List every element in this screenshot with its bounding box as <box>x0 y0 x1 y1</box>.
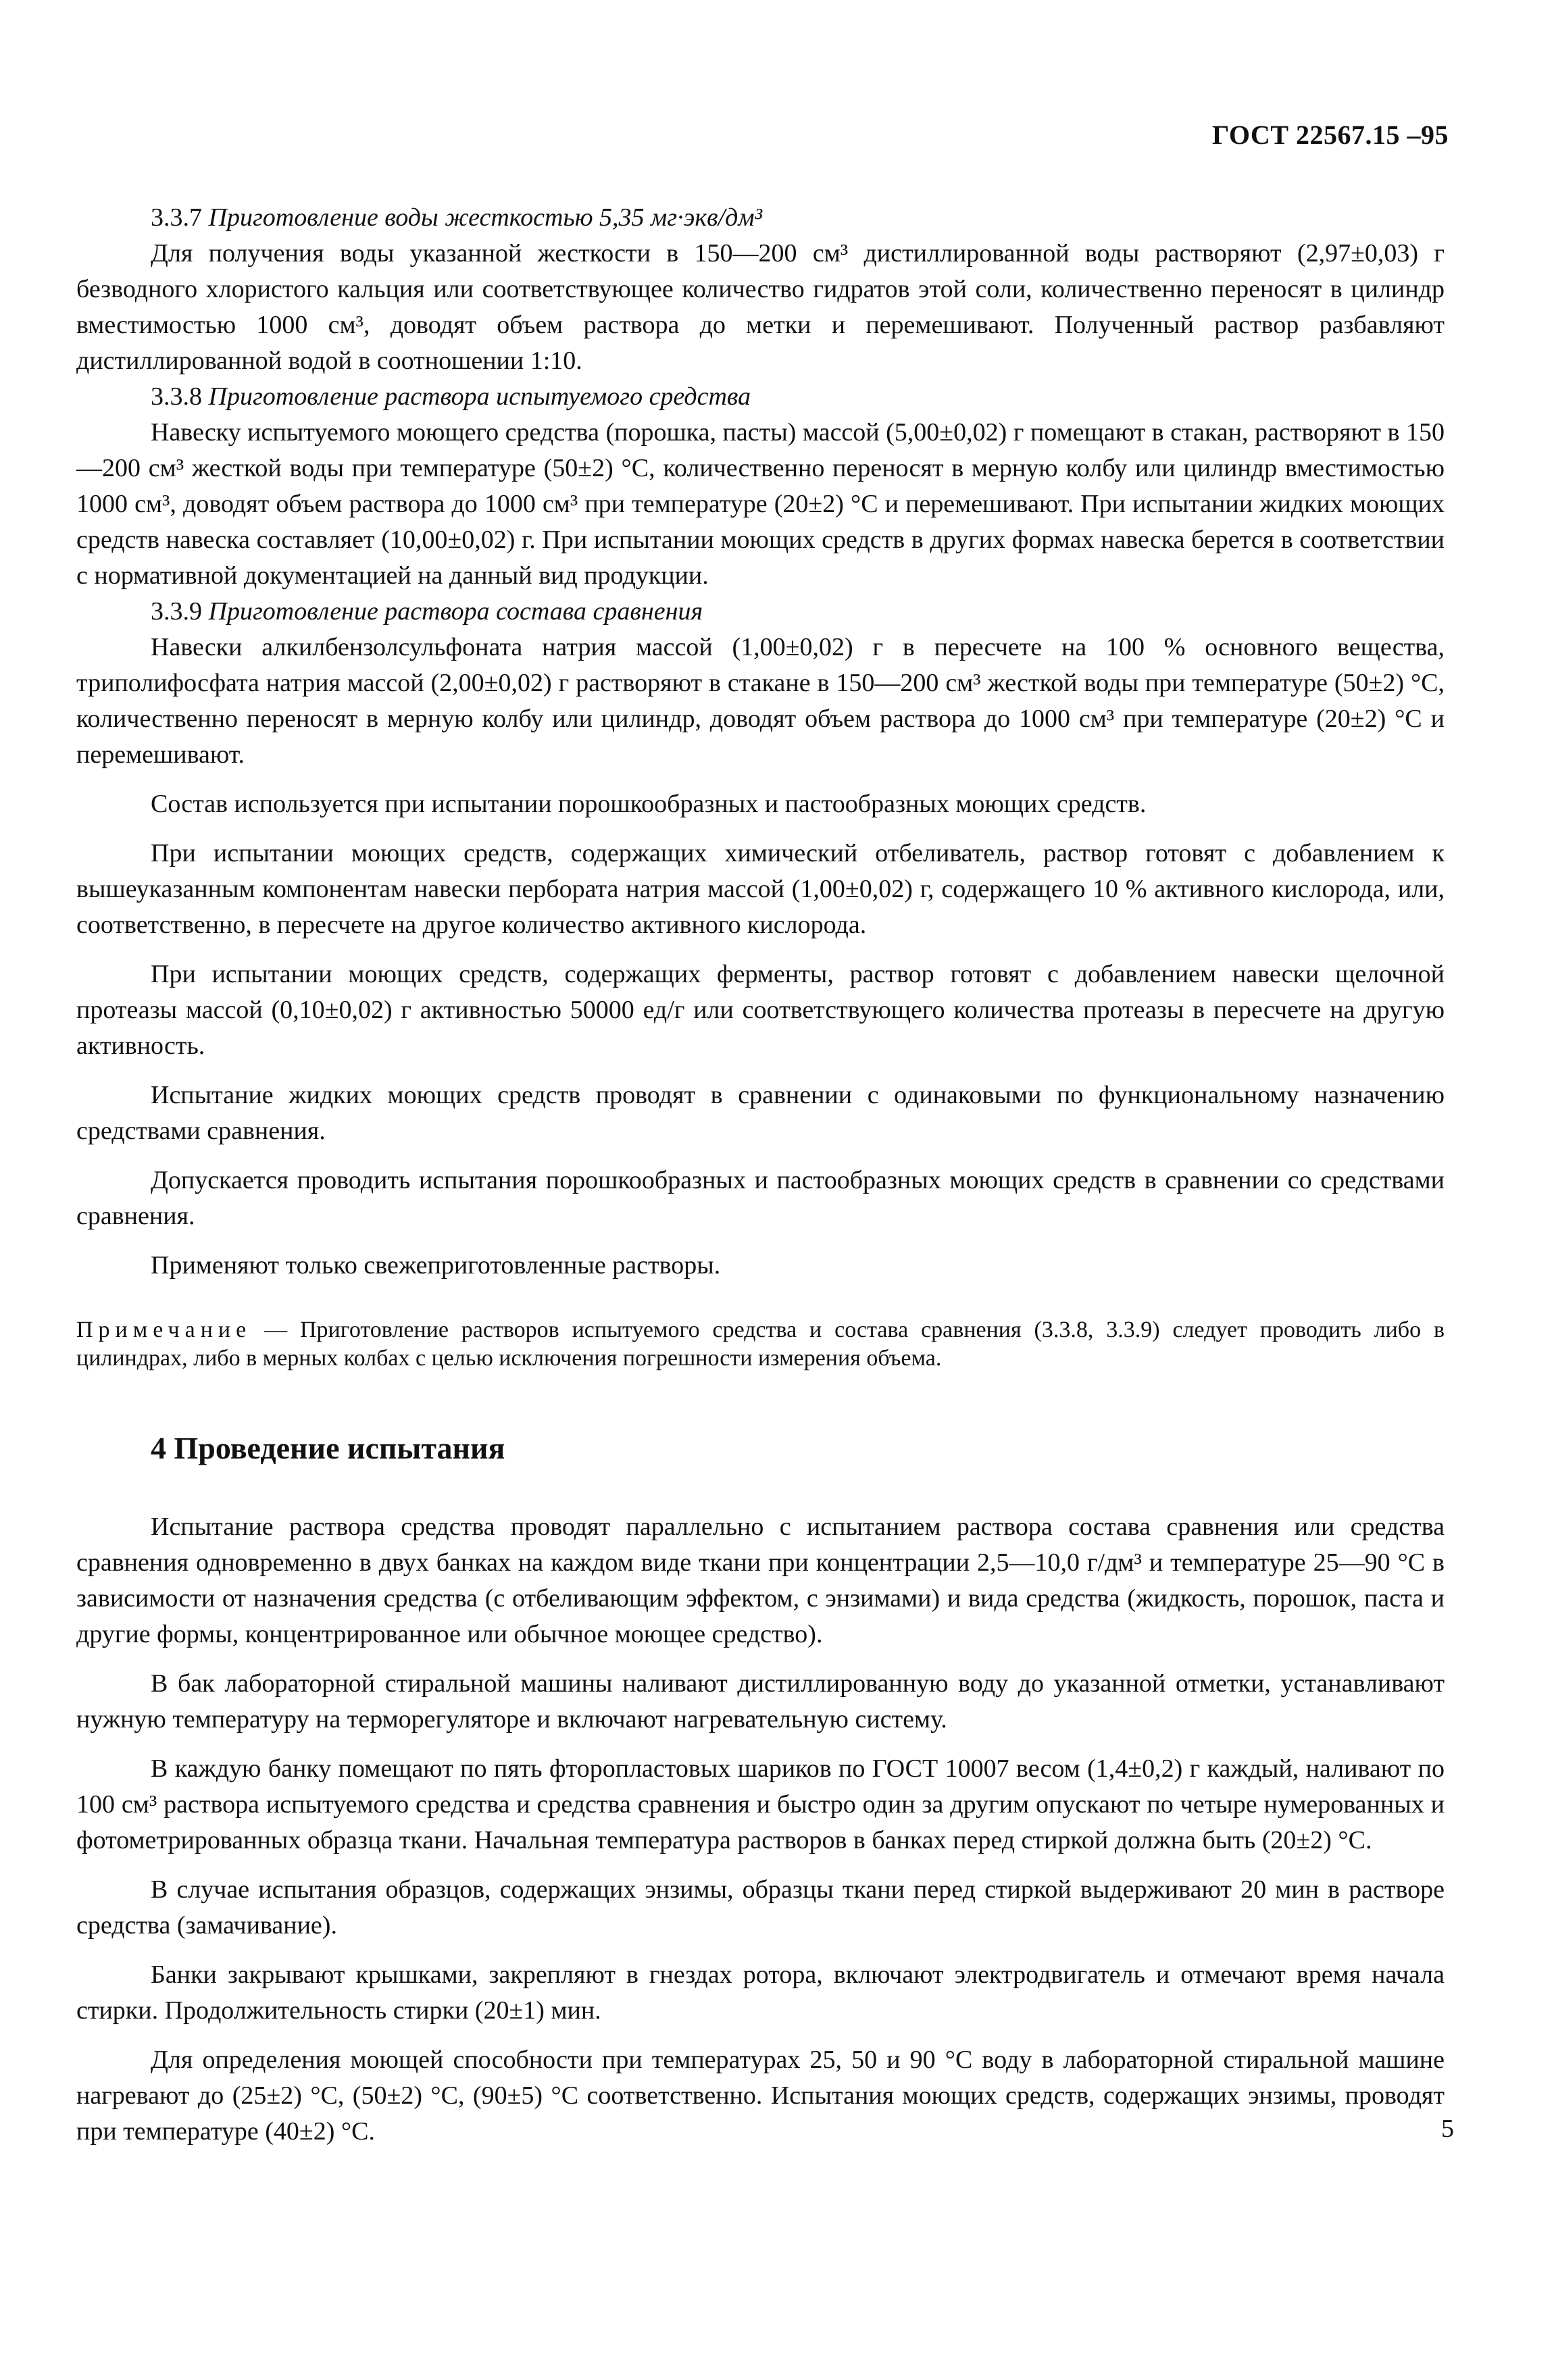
paragraph-gap <box>76 822 1445 836</box>
section-heading: 4 Проведение испытания <box>151 1431 505 1465</box>
clause-title: Приготовление раствора испытуемого средства <box>208 382 751 411</box>
note-dash: — <box>251 1317 300 1342</box>
paragraph: При испытании моющих средств, содержащих химический отбеливатель, раствор готовят с добавлением к вышеуказанным компонентам навески пербората натрия массой (1,00±0,02) г, содержащего 10 % активного кислорода, или, соответственно, в пересчете на другое количество активного кислорода. <box>76 839 1445 939</box>
clause-title: Приготовление раствора состава сравнения <box>208 597 703 626</box>
section-paragraph: Банки закрывают крышками, закрепляют в гнездах ротора, включают электродвигатель и отмечают время начала стирки. Продолжительность стирки (20±1) мин. <box>76 1960 1445 2025</box>
clause-3-3-8-text: Навеску испытуемого моющего средства (порошка, пасты) массой (5,00±0,02) г помещают в стакан, растворяют в 150—200 см³ жесткой воды при температуре (50±2) °С, количественно переносят в мерную колбу или цилиндр вместимостью 1000 см³, доводят объем раствора до 1000 см³ при температуре (20±2) °С и перемешивают. При испытании жидких моющих средств навеска составляет (10,00±0,02) г. При испытании моющих средств в других формах навеска берется в соответствии с нормативной документацией на данный вид продукции. <box>76 418 1445 590</box>
paragraph-gap <box>76 1149 1445 1163</box>
paragraph: Применяют только свежеприготовленные растворы. <box>151 1251 721 1280</box>
clause-number: 3.3.8 <box>151 382 202 411</box>
section-paragraph: В случае испытания образцов, содержащих энзимы, образцы ткани перед стиркой выдерживают 20 мин в растворе средства (замачивание). <box>76 1875 1445 1940</box>
note-label: Примечание <box>76 1317 252 1342</box>
paragraph-gap <box>76 1234 1445 1248</box>
section-paragraph: Испытание раствора средства проводят параллельно с испытанием раствора состава сравнения или средства сравнения одновременно в двух банках на каждом виде ткани при концентрации 2,5—10,0 г/дм³ и температуре 25—90 °С в зависимости от назначения средства (с отбеливающим эффектом, с энзимами) и вида средства (жидкость, порошок, паста и другие формы, концентрированное или обычное моющее средство). <box>76 1513 1445 1648</box>
paragraph: Испытание жидких моющих средств проводят в сравнении с одинаковыми по функциональному назначению средствами сравнения. <box>76 1081 1445 1145</box>
section-paragraph: Для определения моющей способности при температурах 25, 50 и 90 °С воду в лабораторной стиральной машине нагревают до (25±2) °С, (50±2) °С, (90±5) °С соответственно. Испытания моющих средств, содержащих энзимы, проводят при температуре (40±2) °С. <box>76 2046 1445 2146</box>
paragraph-gap <box>76 1738 1445 1751</box>
paragraph: При испытании моющих средств, содержащих ферменты, раствор готовят с добавлением навески щелочной протеазы массой (0,10±0,02) г активностью 50000 ед/г или соответствующего количества протеазы в пересчете на другую активность. <box>76 960 1445 1060</box>
document-code-header: ГОСТ 22567.15 –95 <box>1211 120 1449 150</box>
paragraph-gap <box>76 943 1445 957</box>
section-paragraph: В бак лабораторной стиральной машины наливают дистиллированную воду до указанной отметки, устанавливают нужную температуру на терморегуляторе и включают нагревательную систему. <box>76 1669 1445 1733</box>
clause-3-3-7-heading <box>76 200 1445 236</box>
note-text: Приготовление растворов испытуемого средства и состава сравнения (3.3.8, 3.3.9) следует проводить либо в цилиндрах, либо в мерных колбах с целью исключения погрешности измерения объема. <box>76 1317 1445 1371</box>
note <box>76 1316 1445 1373</box>
clause-3-3-7-text: Для получения воды указанной жесткости в 150—200 см³ дистиллированной воды растворяют (2,97±0,03) г безводного хлористого кальция или соответствующее количество гидратов этой соли, количественно переносят в цилиндр вместимостью 1000 см³, доводят объем раствора до метки и перемешивают. Полученный раствор разбавляют дистиллированной водой в соотношении 1:10. <box>76 239 1445 375</box>
paragraph-gap <box>76 1944 1445 1957</box>
paragraph: Допускается проводить испытания порошкообразных и пастообразных моющих средств в сравнении со средствами сравнения. <box>76 1166 1445 1230</box>
document-body <box>76 200 1445 2150</box>
page-number: 5 <box>1441 2115 1454 2143</box>
clause-3-3-8-heading <box>76 379 1445 415</box>
section-paragraph: В каждую банку помещают по пять фторопластовых шариков по ГОСТ 10007 весом (1,4±0,2) г каждый, наливают по 100 см³ раствора испытуемого средства и средства сравнения и быстро один за другим опускают по четыре нумерованных и фотометрированных образца ткани. Начальная температура растворов в банках перед стиркой должна быть (20±2) °С. <box>76 1754 1445 1854</box>
paragraph-gap <box>76 1858 1445 1872</box>
paragraph-gap <box>76 2029 1445 2042</box>
clause-title: Приготовление воды жесткостью 5,35 мг·экв/дм³ <box>208 203 763 232</box>
clause-3-3-9-text: Навески алкилбензолсульфоната натрия массой (1,00±0,02) г в пересчете на 100 % основного вещества, триполифосфата натрия массой (2,00±0,02) г растворяют в стакане в 150—200 см³ жесткой воды при температуре (50±2) °С, количественно переносят в мерную колбу или цилиндр, доводят объем раствора до 1000 см³ при температуре (20±2) °С и перемешивают. <box>76 633 1445 769</box>
paragraph-gap <box>76 773 1445 786</box>
clause-3-3-9-heading <box>76 594 1445 630</box>
clause-number: 3.3.9 <box>151 597 202 626</box>
paragraph-gap <box>76 1652 1445 1666</box>
paragraph: Состав используется при испытании порошкообразных и пастообразных моющих средств. <box>151 790 1147 818</box>
clause-number: 3.3.7 <box>151 203 202 232</box>
paragraph-gap <box>76 1064 1445 1078</box>
